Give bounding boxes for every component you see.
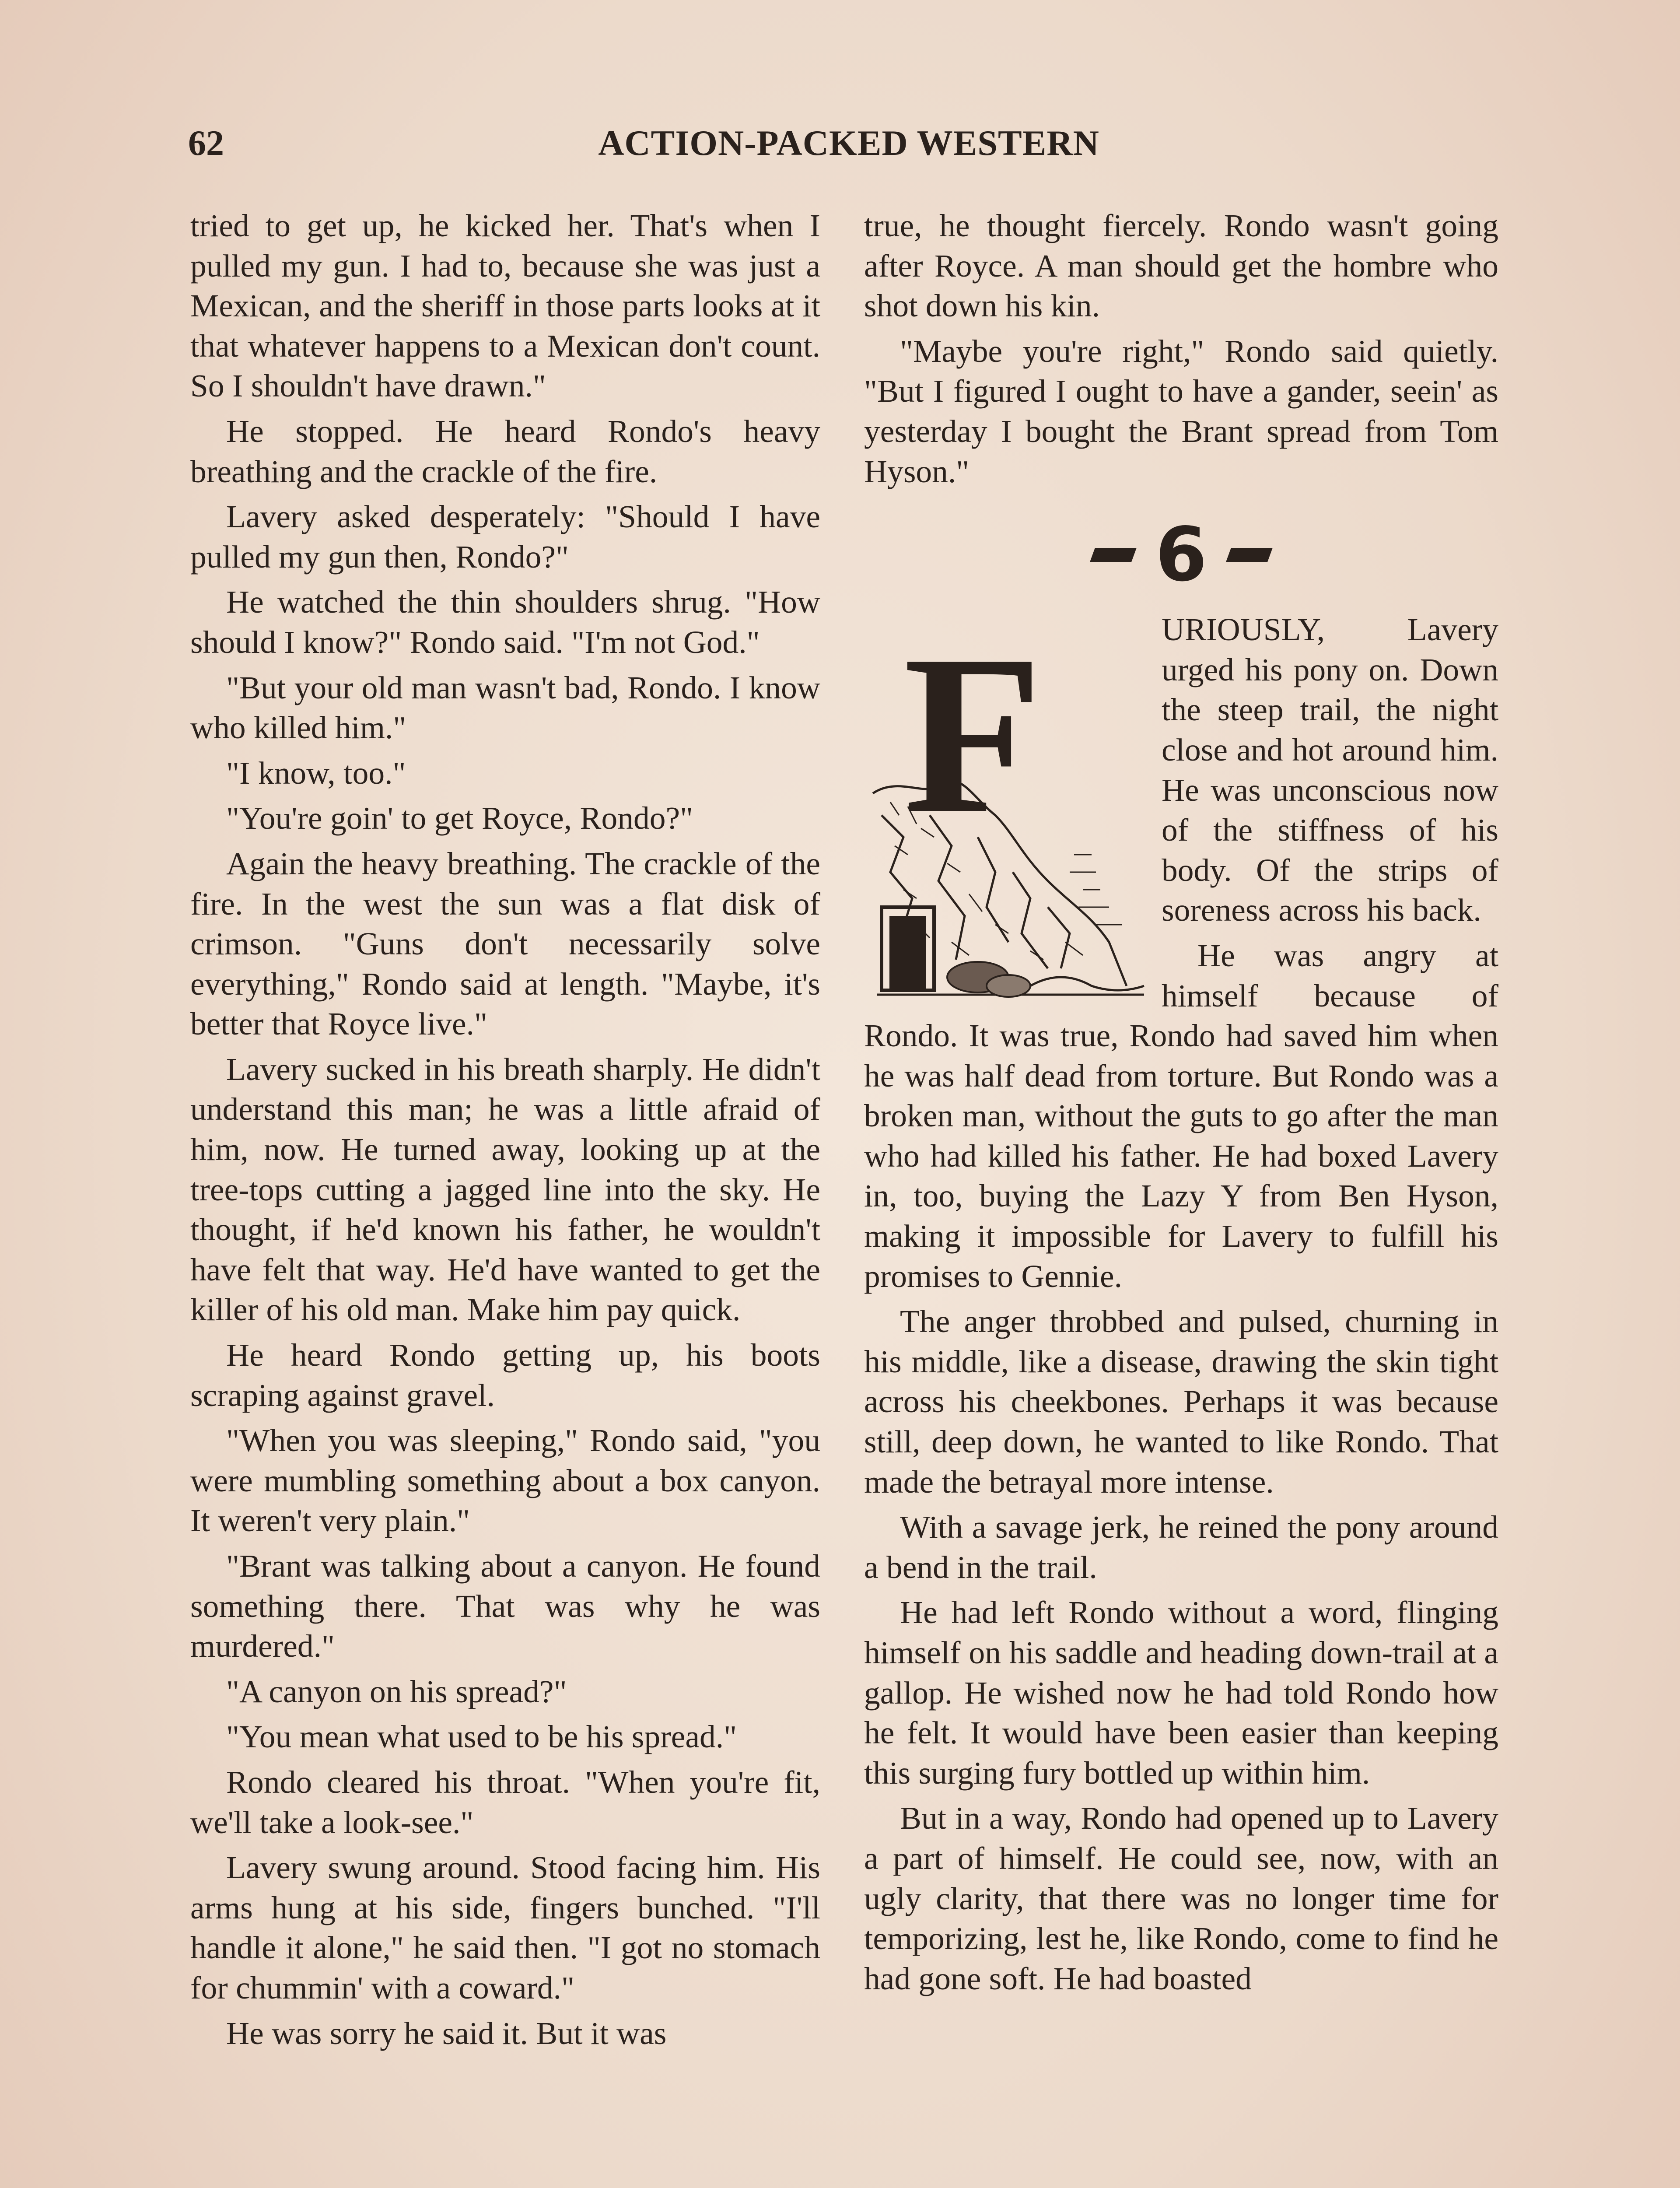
paragraph: tried to get up, he kicked her. That's when I pulled my gun. I had to, because she was just a Mexican, and the sheriff in those parts looks at it that whatever happens to a Mexican don't count. So I shouldn't have drawn." [190,208,820,404]
chapter-dash-left [1090,548,1137,562]
paragraph: He was angry at himself because of Rondo. It was true, Rondo had saved him when he was half dead from torture. But Rondo was a broken man, without the guts to go after the man who had killed his father. He had boxed Lavery in, too, buying the Lazy Y from Ben Hyson, making it impossible for Lavery to fulfill his promises to Gennie. [864,937,1498,1294]
left-column [190,206,820,2058]
paragraph: "You're goin' to get Royce, Rondo?" [226,800,693,836]
paragraph: Lavery swung around. Stood facing him. His arms hung at his side, fingers bunched. "I'll handle it alone," he said then. "I got no stomach for chummin' with a coward." [190,1850,820,2006]
paragraph: Rondo cleared his throat. "When you're fit, we'll take a look-see." [190,1764,820,1840]
paragraph: "A canyon on his spread?" [226,1673,567,1709]
paragraph: He was sorry he said it. But it was [226,2015,667,2051]
running-head: ACTION-PACKED WESTERN [598,123,1099,163]
paragraph: He stopped. He heard Rondo's heavy breathing and the crackle of the fire. [190,413,820,489]
paragraph: "I know, too." [226,755,406,791]
right-column [864,206,1498,2004]
chapter-heading [864,512,1498,599]
chapter-dash-right [1226,548,1273,562]
page-header [188,123,1509,171]
paragraph: "Brant was talking about a canyon. He found something there. That was why he was murdered." [190,1548,820,1664]
paragraph: "But your old man wasn't bad, Rondo. I know who killed him." [190,670,820,746]
paragraph: He had left Rondo without a word, flinging himself on his saddle and heading down-trail at a gallop. He wished now he had told Rondo how he felt. It would have been easier than keeping this surging fury bottled up within him. [864,1595,1498,1791]
paragraph: Again the heavy breathing. The crackle of the fire. In the west the sun was a flat disk of crimson. "Guns don't necessarily solve everything," Rondo said at length. "Maybe, it's better that Royce live." [190,845,820,1042]
paragraph: "When you was sleeping," Rondo said, "you were mumbling something about a box canyon. It weren't very plain." [190,1423,820,1539]
paragraph: He heard Rondo getting up, his boots scraping against gravel. [190,1337,820,1413]
paragraph: He watched the thin shoulders shrug. "How should I know?" Rondo said. "I'm not God." [190,584,820,660]
paragraph: Lavery sucked in his breath sharply. He didn't understand this man; he was a little afraid of him, now. He turned away, looking up at the tree-tops cutting a jagged line into the sky. He thought, if he'd known his father, he wouldn't have felt that way. He'd have wanted to get the killer of his old man. Make him pay quick. [190,1051,820,1328]
canyon-illustration-icon [864,610,1153,1003]
drop-cap-illustration [864,610,1153,1003]
right-column-bottom [864,936,1498,1999]
paragraph: With a savage jerk, he reined the pony around a bend in the trail. [864,1509,1498,1585]
chapter-number: 6 [1155,512,1208,599]
page-number: 62 [188,123,224,163]
right-column-top [864,206,1498,491]
paragraph: "Maybe you're right," Rondo said quietly. "But I figured I ought to have a gander, seein' as yesterday I bought the Brant spread from Tom Hyson." [864,333,1498,489]
paragraph: true, he thought fiercely. Rondo wasn't going after Royce. A man should get the hombre who shot down his kin. [864,208,1498,324]
paragraph: "You mean what used to be his spread." [226,1719,737,1755]
chapter-opening-paragraph: URIOUSLY, Lavery urged his pony on. Down the steep trail, the night close and hot around him. He was unconscious now of the stiffness of his body. Of the strips of soreness across his back. [1162,612,1498,928]
drop-cap-letter: F [903,610,1043,861]
paragraph: Lavery asked desperately: "Should I have pulled my gun then, Rondo?" [190,499,820,575]
paragraph: But in a way, Rondo had opened up to Lavery a part of himself. He could see, now, with an ugly clarity, that there was no longer time for temporizing, lest he, like Rondo, come to find he had gone soft. He had boasted [864,1800,1498,1996]
paragraph: The anger throbbed and pulsed, churning in his middle, like a disease, drawing the skin tight across his cheekbones. Perhaps it was because still, deep down, he wanted to like Rondo. That made the betrayal more intense. [864,1304,1498,1500]
